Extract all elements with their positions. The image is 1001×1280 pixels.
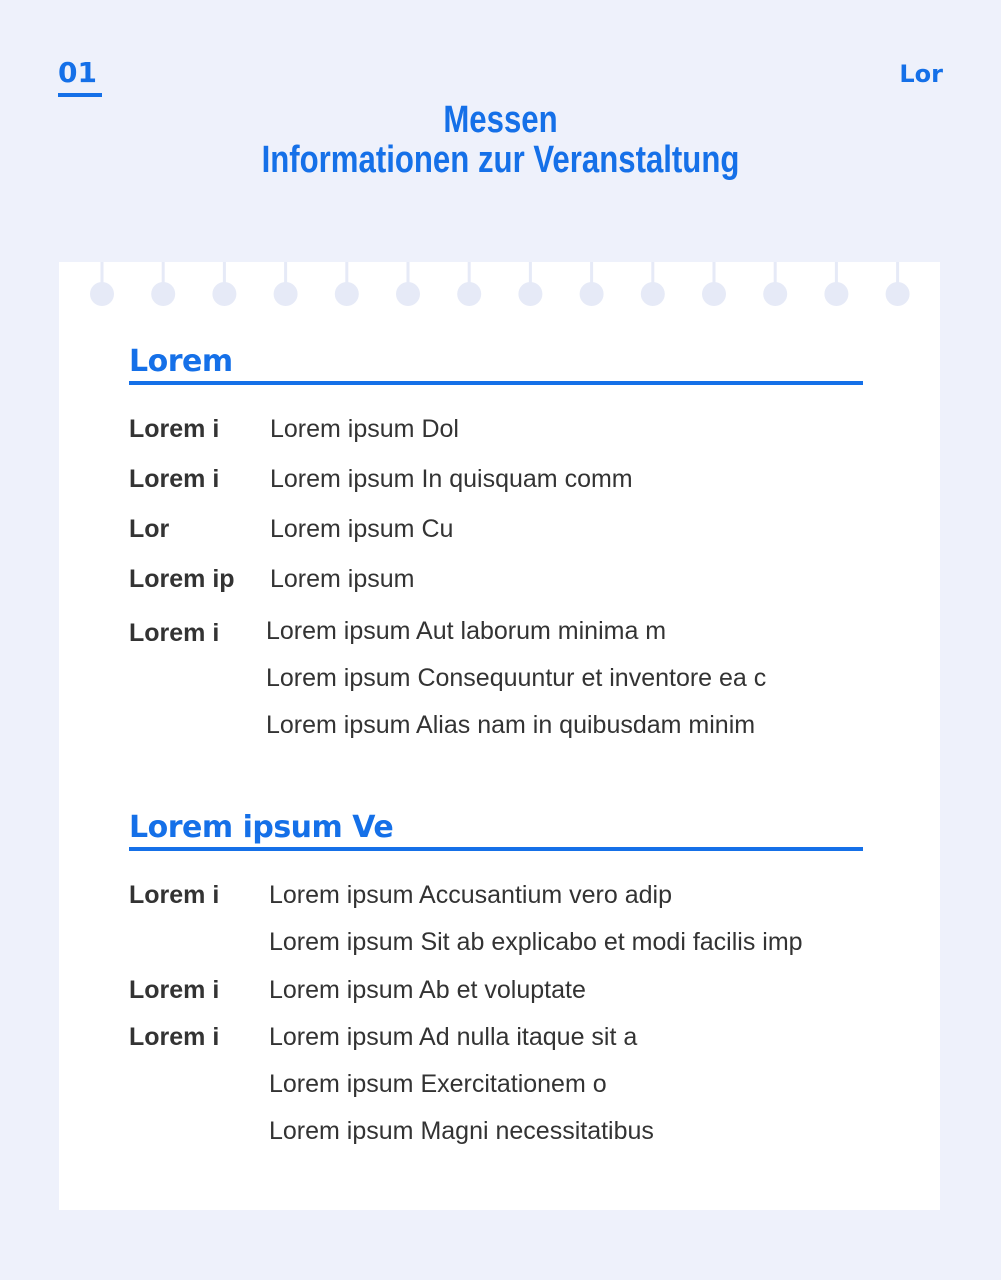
- binder-hole-icon: [274, 282, 298, 306]
- row-value: Lorem ipsum: [270, 565, 415, 593]
- binder-ring-icon: [590, 262, 593, 284]
- info-row: [129, 881, 863, 976]
- row-value: Lorem ipsum Aut laborum minima m: [266, 617, 667, 645]
- binder-ring-icon: [713, 262, 716, 284]
- row-value: Lorem ipsum Sit ab explicabo et modi facilis imp: [269, 928, 803, 956]
- binder-hole-icon: [824, 282, 848, 306]
- binder-ring-icon: [407, 262, 410, 284]
- row-value: Lorem ipsum In quisquam comm: [270, 465, 633, 493]
- brand-logo-text: Lor: [899, 60, 943, 88]
- row-label: Lorem i: [129, 1023, 220, 1051]
- row-label: Lorem i: [129, 976, 220, 1004]
- binder-holes: [59, 262, 940, 312]
- binder-hole-icon: [580, 282, 604, 306]
- binder-hole-icon: [641, 282, 665, 306]
- section-title: Lorem: [129, 344, 863, 385]
- row-label: Lor: [129, 515, 170, 543]
- row-value: Lorem ipsum Exercitationem o: [269, 1070, 607, 1098]
- page-title-line-1: Messen: [443, 99, 558, 141]
- binder-ring-icon: [774, 262, 777, 284]
- binder-hole-icon: [151, 282, 175, 306]
- info-row: [129, 617, 863, 758]
- info-row: [129, 1023, 863, 1164]
- info-row: [129, 515, 863, 565]
- binder-hole-icon: [702, 282, 726, 306]
- binder-ring-icon: [162, 262, 165, 284]
- binder-ring-icon: [896, 262, 899, 284]
- row-label: Lorem ip: [129, 565, 235, 593]
- row-value: Lorem ipsum Ad nulla itaque sit a: [269, 1023, 638, 1051]
- row-label: Lorem i: [129, 881, 220, 909]
- row-value: Lorem ipsum Cu: [270, 515, 454, 543]
- section-event-info: [129, 344, 863, 758]
- info-row: [129, 565, 863, 617]
- binder-hole-icon: [396, 282, 420, 306]
- binder-ring-icon: [468, 262, 471, 284]
- binder-ring-icon: [651, 262, 654, 284]
- binder-ring-icon: [223, 262, 226, 284]
- binder-hole-icon: [763, 282, 787, 306]
- row-value: Lorem ipsum Dol: [270, 415, 459, 443]
- binder-hole-icon: [518, 282, 542, 306]
- notepad-card: [59, 262, 940, 1210]
- binder-ring-icon: [284, 262, 287, 284]
- row-value: Lorem ipsum Consequuntur et inventore ea c: [266, 664, 767, 692]
- row-value: Lorem ipsum Accusantium vero adip: [269, 881, 672, 909]
- binder-hole-icon: [457, 282, 481, 306]
- binder-hole-icon: [212, 282, 236, 306]
- row-value: Lorem ipsum Magni necessitatibus: [269, 1117, 654, 1145]
- binder-hole-icon: [886, 282, 910, 306]
- info-row: [129, 465, 863, 515]
- section-venue-info: [129, 810, 863, 1164]
- row-label: Lorem i: [129, 619, 220, 647]
- page-title-line-2: Informationen zur Veranstaltung: [261, 139, 740, 181]
- binder-hole-icon: [335, 282, 359, 306]
- info-row: [129, 976, 863, 1023]
- binder-ring-icon: [345, 262, 348, 284]
- row-label: Lorem i: [129, 465, 220, 493]
- info-row: [129, 415, 863, 465]
- row-value: Lorem ipsum Alias nam in quibusdam minim: [266, 711, 756, 739]
- binder-hole-icon: [90, 282, 114, 306]
- row-label: Lorem i: [129, 415, 220, 443]
- section-title: Lorem ipsum Ve: [129, 810, 863, 851]
- page-number: 01: [58, 56, 102, 97]
- binder-ring-icon: [529, 262, 532, 284]
- row-value: Lorem ipsum Ab et voluptate: [269, 976, 586, 1004]
- binder-ring-icon: [101, 262, 104, 284]
- binder-ring-icon: [835, 262, 838, 284]
- page-title: [90, 100, 911, 180]
